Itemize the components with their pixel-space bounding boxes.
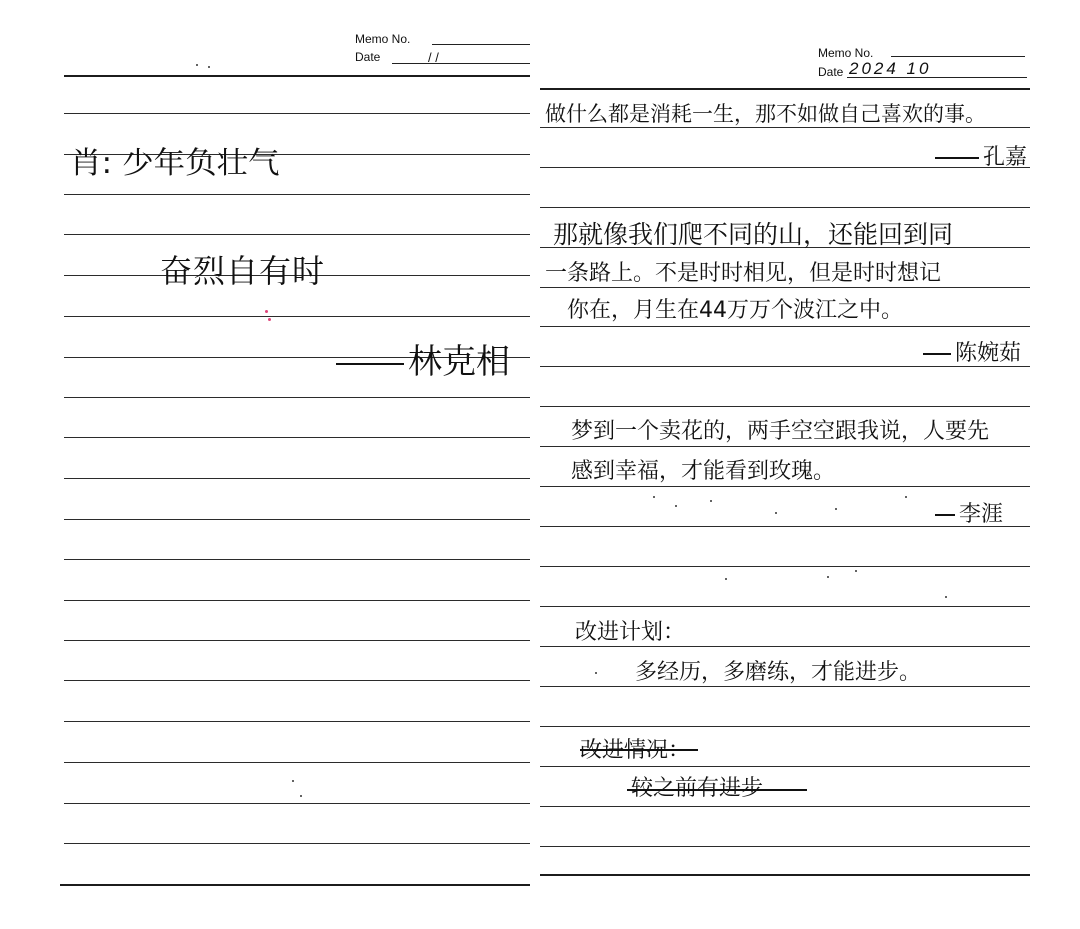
attribution-name: 陈婉茹 (955, 341, 1022, 366)
date-value: / / (428, 50, 439, 65)
ruled-line (64, 843, 530, 844)
right-notebook-page (535, 0, 1080, 929)
ink-speck (300, 795, 302, 797)
plan-content: 多经历，多磨练，才能进步。 (635, 660, 922, 685)
quote2-attribution (923, 336, 1021, 367)
attribution-name: 李涯 (959, 502, 1004, 527)
ink-speck (945, 596, 947, 598)
ruled-line (540, 406, 1030, 407)
bottom-rule (540, 874, 1030, 876)
ink-speck (208, 66, 210, 68)
ruled-line (64, 316, 530, 317)
memo-no-label: Memo No. (355, 32, 411, 46)
quote2-line3: 你在，月生在44万万个波江之中。 (567, 298, 903, 323)
ink-speck (835, 508, 837, 510)
quote3-line2: 感到幸福，才能看到玫瑰。 (571, 459, 836, 484)
date-line (847, 77, 1027, 78)
author-line: 肖: 少年负壮气 (70, 146, 280, 181)
ink-speck (292, 780, 294, 782)
ruled-line (64, 721, 530, 722)
quote1-line1: 做什么都是消耗一生，那不如做自己喜欢的事。 (545, 102, 986, 126)
ruled-line (540, 287, 1030, 288)
ink-speck (653, 496, 655, 498)
quote2-line2: 一条路上。不是时时相见，但是时时想记 (545, 261, 942, 286)
ruled-line (64, 803, 530, 804)
ruled-line (540, 207, 1030, 208)
ruled-line (540, 566, 1030, 567)
ruled-line (64, 640, 530, 641)
poem-line: 奋烈自有时 (160, 252, 326, 290)
left-notebook-page (0, 0, 535, 929)
ruled-line (64, 762, 530, 763)
date-label: Date (818, 65, 844, 79)
ink-speck (675, 505, 677, 507)
bottom-rule (60, 884, 530, 886)
ruled-line (64, 113, 530, 114)
attribution-name: 孔嘉 (983, 145, 1028, 170)
quote3-attribution (935, 497, 1003, 528)
ink-speck (595, 672, 597, 674)
memo-no-label: Memo No. (818, 46, 874, 60)
quote2-line1: 那就像我们爬不同的山，还能回到同 (553, 220, 954, 249)
ink-speck (827, 576, 829, 578)
ruled-line (540, 326, 1030, 327)
top-rule (540, 88, 1030, 90)
ruled-line (540, 686, 1030, 687)
ruled-line (540, 646, 1030, 647)
date-line (392, 63, 530, 64)
ruled-line (540, 726, 1030, 727)
status-title: 改进情况： (580, 738, 691, 763)
attribution-dash (935, 157, 979, 159)
memo-no-line (891, 56, 1025, 57)
ink-speck (855, 570, 857, 572)
quote1-attribution (935, 140, 1027, 171)
ruled-line (64, 194, 530, 195)
ruled-line (64, 234, 530, 235)
plan-title: 改进计划： (575, 620, 686, 645)
ink-mark (265, 310, 268, 313)
status-title-strike (580, 749, 698, 751)
ruled-line (64, 600, 530, 601)
ruled-line (64, 478, 530, 479)
ruled-line (540, 446, 1030, 447)
ink-speck (196, 64, 198, 66)
ink-speck (775, 512, 777, 514)
date-value: 2024 10 (849, 59, 932, 78)
signature-name: 林克相 (408, 342, 510, 382)
top-rule (64, 75, 530, 77)
ruled-line (540, 766, 1030, 767)
ink-speck (710, 500, 712, 502)
ruled-line (540, 606, 1030, 607)
ruled-line (64, 519, 530, 520)
memo-no-line (432, 44, 530, 45)
ruled-line (64, 559, 530, 560)
signature-dash (336, 363, 404, 365)
status-content: 较之前有进步 (631, 776, 764, 801)
ruled-line (540, 486, 1030, 487)
date-label: Date (355, 50, 381, 64)
ruled-line (64, 437, 530, 438)
ink-mark (268, 318, 271, 321)
ink-speck (905, 496, 907, 498)
ruled-line (540, 846, 1030, 847)
ruled-line (540, 806, 1030, 807)
quote3-line1: 梦到一个卖花的，两手空空跟我说，人要先 (571, 419, 990, 444)
left-signature (336, 334, 510, 383)
ruled-line (64, 680, 530, 681)
ink-speck (725, 578, 727, 580)
attribution-dash (923, 353, 951, 355)
ruled-line (64, 397, 530, 398)
attribution-dash (935, 514, 955, 516)
status-content-strike (627, 789, 807, 791)
